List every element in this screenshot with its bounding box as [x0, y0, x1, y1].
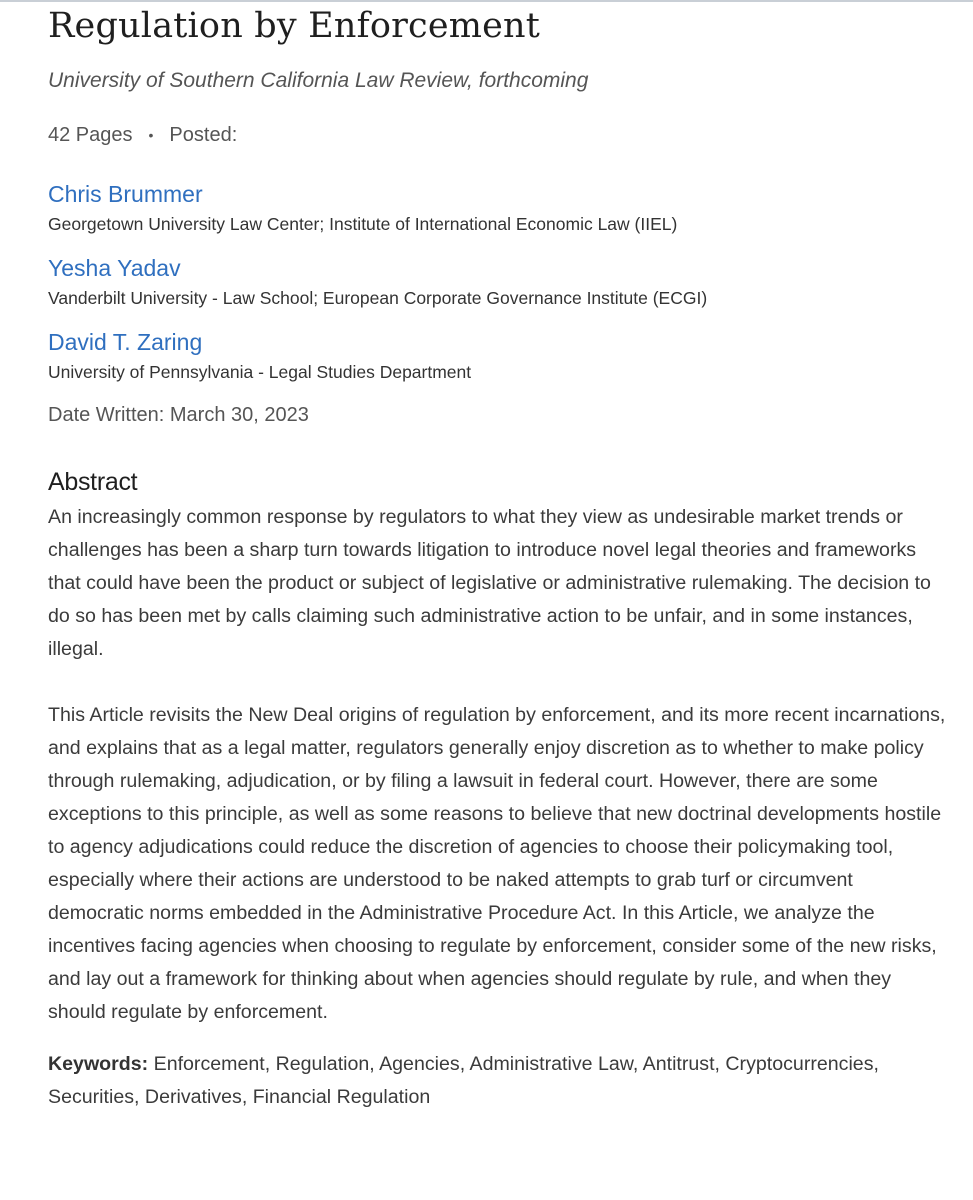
paper-title: Regulation by Enforcement	[48, 6, 541, 46]
author-entry	[48, 327, 948, 385]
abstract-body	[48, 501, 953, 1029]
abstract-heading: Abstract	[48, 468, 138, 496]
keywords	[48, 1048, 953, 1114]
author-link[interactable]: Chris Brummer	[48, 181, 203, 207]
author-link[interactable]: David T. Zaring	[48, 329, 203, 355]
page-count: 42 Pages	[48, 124, 133, 146]
abstract-paragraph: This Article revisits the New Deal origins of regulation by enforcement, and its more recent incarnations, and explains that as a legal matter, regulators generally enjoy discretion as to whether to make policy through rulemaking, adjudication, or by filing a lawsuit in federal court. However, there are some exceptions to this principle, as well as some reasons to believe that new doctrinal developments hostile to agency adjudications could reduce the discretion of agencies to choose their policymaking tool, especially where their actions are understood to be naked attempts to grab turf or circumvent democratic norms embedded in the Administrative Procedure Act. In this Article, we analyze the incentives facing agencies when choosing to regulate by enforcement, consider some of the new risks, and lay out a framework for thinking about when agencies should regulate by rule, and when they should regulate by enforcement.	[48, 704, 946, 1023]
meta-separator: •	[148, 127, 154, 143]
author-list	[48, 179, 948, 385]
keywords-label: Keywords:	[48, 1053, 149, 1075]
author-entry	[48, 253, 948, 311]
paper-meta	[48, 121, 948, 149]
author-affiliation: University of Pennsylvania - Legal Studies Department	[48, 362, 472, 382]
author-affiliation: Vanderbilt University - Law School; European Corporate Governance Institute (ECGI)	[48, 288, 708, 308]
abstract-paragraph: An increasingly common response by regulators to what they view as undesirable market trends or challenges has been a sharp turn towards litigation to introduce novel legal theories and frameworks that could have been the product or subject of legislative or administrative rulemaking. The decision to do so has been met by calls claiming such administrative action to be unfair, and in some instances, illegal.	[48, 506, 931, 660]
author-affiliation: Georgetown University Law Center; Institute of International Economic Law (IIEL)	[48, 214, 678, 234]
author-link[interactable]: Yesha Yadav	[48, 255, 181, 281]
paper-page	[48, 0, 948, 1114]
date-written: Date Written: March 30, 2023	[48, 404, 309, 426]
journal-citation: University of Southern California Law Review, forthcoming	[48, 69, 589, 92]
author-entry	[48, 179, 948, 237]
keywords-list: Enforcement, Regulation, Agencies, Administrative Law, Antitrust, Cryptocurrencies, Securities, Derivatives, Financial Regulation	[48, 1053, 879, 1108]
posted-label: Posted:	[169, 124, 238, 146]
